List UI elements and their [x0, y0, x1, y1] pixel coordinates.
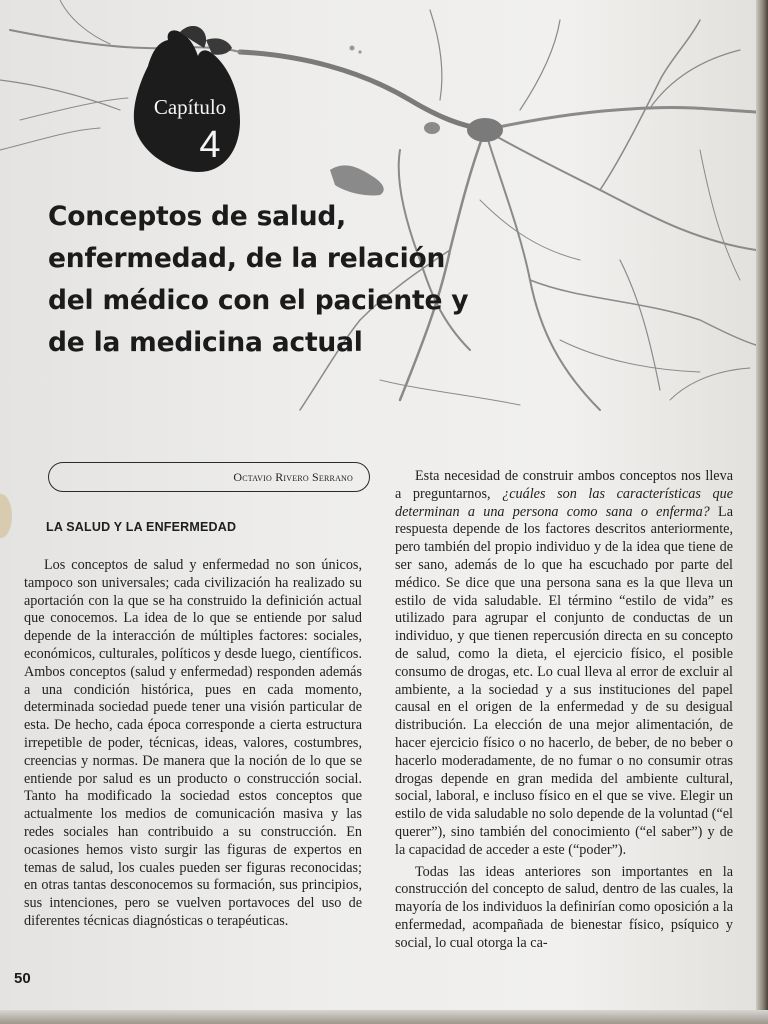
paragraph-body: La respuesta depende de los factores descritos anteriormente, pero también del propio individuo y de la idea que tiene de ser sano, además de lo que ha escuchado por parte del médico. Se dice que una persona sana es la que lleva un estilo de vida saludable. El término “estilo de vida” es utilizado para agrupar el conjunto de conductas de un individuo, y que tienen repercusión directa en su concepto de salud, como la dieta, el ejercicio físico, el posible consumo de drogas, etc. Lo cual lleva al error de excluir al ambiente, a la sociedad y a sus instituciones del papel causal en el origen de la enfermedad y de su desigual distribución. La elección de una mejor alimentación, de hacer ejercicio físico o no hacerlo, de beber, de no beber o hacerlo moderadamente, de no fumar o no consumir otras drogas depende en gran medida del ambiente cultural, social, laboral, e incluso físico en el que se vive. Elegir un estilo de vida saludable no solo depende de la voluntad (“el querer”), sino también del conocimiento (“el saber”) y de la capacidad de acceder a este (“poder”).: [395, 503, 733, 858]
book-edge: [756, 0, 768, 1024]
author-box: [48, 462, 370, 492]
paragraph: Los conceptos de salud y enfermedad no son únicos, tampoco son universales; cada civilización ha realizado su aportación con la que se ha construido la definición actual que conocemos. La idea de lo que se entiende por salud depende de la interacción de múltiples factores: sociales, económicos, culturales, políticos y desde luego, científicos. Ambos conceptos (salud y enfermedad) responden además a una condición histórica, pues en cada momento, determinada sociedad puede tener una visión particular de esta. De hecho, cada época corresponde a cierta estructura irrepetible de poder, técnicas, ideas, valores, costumbres, creencias y normas. De manera que la noción de lo que se entiende por salud es un producto o construcción social. Tanto ha modificado la sociedad estos conceptos que actualmente los medios de comunicación masiva y las redes sociales han contribuido a su construcción. En ocasiones hemos visto surgir las figuras de expertos en temas de salud, los cuales pueden ser figuras reconocidas; en otras tantas desconocemos su formación, sus principios, sus intenciones, pero se vuelven portavoces del uso de diferentes técnicas diagnósticas o terapéuticas.: [24, 557, 362, 929]
right-column: [395, 468, 733, 953]
paragraph-intro: Esta necesidad de construir ambos conceptos nos lleva a preguntarnos,: [395, 468, 733, 502]
chapter-number: 4: [199, 124, 221, 166]
page-tab-marker: [0, 494, 12, 538]
page-number: 50: [14, 970, 31, 987]
chapter-title: Conceptos de salud, enfermedad, de la relación del médico con el paciente y de la medicina actual: [48, 201, 469, 358]
book-bottom-edge: [0, 1010, 768, 1024]
paragraph: [395, 468, 733, 860]
left-column: [24, 557, 362, 931]
chapter-label: Capítulo: [153, 95, 227, 119]
italic-question: ¿cuáles son las características que determinan a una persona como sana o enferma?: [395, 485, 733, 520]
paragraph: Todas las ideas anteriores son importantes en la construcción del concepto de salud, dentro de las cuales, la mayoría de los individuos la definirían como oposición a la enfermedad, acompañada de bienestar físico, psíquico y social, lo cual otorga la ca-: [395, 863, 733, 951]
section-heading: LA SALUD Y LA ENFERMEDAD: [46, 520, 237, 534]
author-name: Octavio Rivero Serrano: [233, 470, 353, 484]
